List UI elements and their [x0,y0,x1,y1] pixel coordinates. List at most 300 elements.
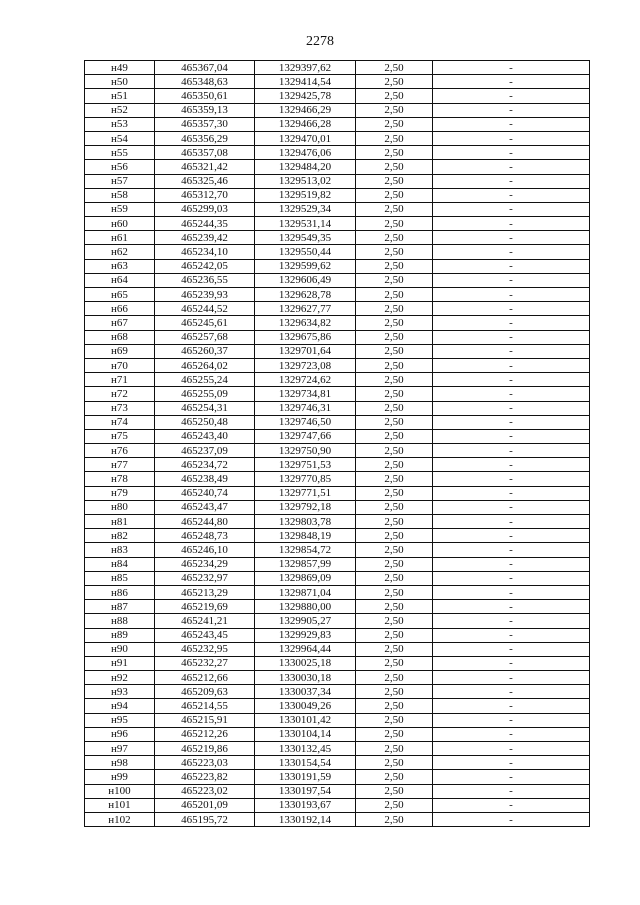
table-row [85,543,590,557]
x-coordinate-cell: 465215,91 [155,713,255,727]
accuracy-cell: 2,50 [356,302,433,316]
accuracy-cell: 2,50 [356,500,433,514]
note-cell: - [433,188,590,202]
note-cell: - [433,273,590,287]
note-cell: - [433,217,590,231]
x-coordinate-cell: 465214,55 [155,699,255,713]
accuracy-cell: 2,50 [356,131,433,145]
note-cell: - [433,529,590,543]
y-coordinate-cell: 1329751,53 [255,458,356,472]
table-row [85,288,590,302]
accuracy-cell: 2,50 [356,543,433,557]
accuracy-cell: 2,50 [356,61,433,75]
y-coordinate-cell: 1330049,26 [255,699,356,713]
table-row [85,628,590,642]
table-row [85,415,590,429]
table-row [85,245,590,259]
accuracy-cell: 2,50 [356,770,433,784]
table-row [85,117,590,131]
note-cell: - [433,160,590,174]
y-coordinate-cell: 1329519,82 [255,188,356,202]
table-row [85,330,590,344]
y-coordinate-cell: 1329723,08 [255,358,356,372]
point-id-cell: н73 [85,401,155,415]
point-id-cell: н79 [85,486,155,500]
x-coordinate-cell: 465209,63 [155,685,255,699]
table-row [85,103,590,117]
table-row [85,600,590,614]
note-cell: - [433,75,590,89]
note-cell: - [433,727,590,741]
point-id-cell: н54 [85,131,155,145]
accuracy-cell: 2,50 [356,429,433,443]
table-row [85,373,590,387]
point-id-cell: н78 [85,472,155,486]
note-cell: - [433,742,590,756]
note-cell: - [433,472,590,486]
note-cell: - [433,571,590,585]
point-id-cell: н69 [85,344,155,358]
note-cell: - [433,146,590,160]
table-row [85,614,590,628]
accuracy-cell: 2,50 [356,373,433,387]
point-id-cell: н88 [85,614,155,628]
y-coordinate-cell: 1329747,66 [255,429,356,443]
accuracy-cell: 2,50 [356,146,433,160]
y-coordinate-cell: 1329484,20 [255,160,356,174]
x-coordinate-cell: 465234,10 [155,245,255,259]
y-coordinate-cell: 1330030,18 [255,671,356,685]
accuracy-cell: 2,50 [356,415,433,429]
y-coordinate-cell: 1329905,27 [255,614,356,628]
point-id-cell: н55 [85,146,155,160]
accuracy-cell: 2,50 [356,245,433,259]
table-row [85,231,590,245]
note-cell: - [433,614,590,628]
table-row [85,699,590,713]
table-row [85,812,590,826]
y-coordinate-cell: 1329466,28 [255,117,356,131]
note-cell: - [433,245,590,259]
point-id-cell: н60 [85,217,155,231]
note-cell: - [433,231,590,245]
x-coordinate-cell: 465299,03 [155,202,255,216]
note-cell: - [433,302,590,316]
note-cell: - [433,259,590,273]
note-cell: - [433,444,590,458]
accuracy-cell: 2,50 [356,472,433,486]
point-id-cell: н74 [85,415,155,429]
x-coordinate-cell: 465239,42 [155,231,255,245]
point-id-cell: н53 [85,117,155,131]
note-cell: - [433,812,590,826]
note-cell: - [433,316,590,330]
note-cell: - [433,401,590,415]
y-coordinate-cell: 1329792,18 [255,500,356,514]
accuracy-cell: 2,50 [356,401,433,415]
x-coordinate-cell: 465248,73 [155,529,255,543]
note-cell: - [433,500,590,514]
point-id-cell: н85 [85,571,155,585]
accuracy-cell: 2,50 [356,656,433,670]
accuracy-cell: 2,50 [356,685,433,699]
coordinates-table [84,60,590,827]
note-cell: - [433,713,590,727]
table-row [85,458,590,472]
y-coordinate-cell: 1330192,14 [255,812,356,826]
x-coordinate-cell: 465321,42 [155,160,255,174]
note-cell: - [433,288,590,302]
point-id-cell: н50 [85,75,155,89]
table-row [85,146,590,160]
x-coordinate-cell: 465350,61 [155,89,255,103]
table-row [85,685,590,699]
y-coordinate-cell: 1330191,59 [255,770,356,784]
table-row [85,472,590,486]
accuracy-cell: 2,50 [356,671,433,685]
accuracy-cell: 2,50 [356,103,433,117]
point-id-cell: н102 [85,812,155,826]
page-number: 2278 [306,34,334,49]
y-coordinate-cell: 1330101,42 [255,713,356,727]
y-coordinate-cell: 1330193,67 [255,798,356,812]
point-id-cell: н56 [85,160,155,174]
accuracy-cell: 2,50 [356,358,433,372]
x-coordinate-cell: 465246,10 [155,543,255,557]
table-row [85,217,590,231]
accuracy-cell: 2,50 [356,174,433,188]
table-row [85,259,590,273]
note-cell: - [433,486,590,500]
y-coordinate-cell: 1330025,18 [255,656,356,670]
point-id-cell: н70 [85,358,155,372]
table-row [85,302,590,316]
y-coordinate-cell: 1329854,72 [255,543,356,557]
accuracy-cell: 2,50 [356,231,433,245]
x-coordinate-cell: 465223,03 [155,756,255,770]
note-cell: - [433,202,590,216]
table-row [85,500,590,514]
point-id-cell: н77 [85,458,155,472]
point-id-cell: н82 [85,529,155,543]
y-coordinate-cell: 1329425,78 [255,89,356,103]
y-coordinate-cell: 1329746,31 [255,401,356,415]
x-coordinate-cell: 465212,26 [155,727,255,741]
accuracy-cell: 2,50 [356,117,433,131]
table-row [85,742,590,756]
note-cell: - [433,458,590,472]
accuracy-cell: 2,50 [356,699,433,713]
accuracy-cell: 2,50 [356,288,433,302]
point-id-cell: н89 [85,628,155,642]
table-row [85,585,590,599]
x-coordinate-cell: 465201,09 [155,798,255,812]
accuracy-cell: 2,50 [356,628,433,642]
y-coordinate-cell: 1329634,82 [255,316,356,330]
point-id-cell: н96 [85,727,155,741]
x-coordinate-cell: 465255,24 [155,373,255,387]
table-row [85,358,590,372]
table-row [85,160,590,174]
y-coordinate-cell: 1329724,62 [255,373,356,387]
point-id-cell: н59 [85,202,155,216]
table-row [85,273,590,287]
x-coordinate-cell: 465254,31 [155,401,255,415]
table-row [85,202,590,216]
point-id-cell: н57 [85,174,155,188]
accuracy-cell: 2,50 [356,529,433,543]
y-coordinate-cell: 1329549,35 [255,231,356,245]
table-row [85,188,590,202]
accuracy-cell: 2,50 [356,188,433,202]
point-id-cell: н52 [85,103,155,117]
x-coordinate-cell: 465240,74 [155,486,255,500]
accuracy-cell: 2,50 [356,444,433,458]
y-coordinate-cell: 1329770,85 [255,472,356,486]
note-cell: - [433,642,590,656]
y-coordinate-cell: 1329599,62 [255,259,356,273]
table-row [85,756,590,770]
table-row [85,727,590,741]
table-row [85,429,590,443]
y-coordinate-cell: 1329746,50 [255,415,356,429]
point-id-cell: н80 [85,500,155,514]
accuracy-cell: 2,50 [356,486,433,500]
point-id-cell: н67 [85,316,155,330]
x-coordinate-cell: 465357,30 [155,117,255,131]
x-coordinate-cell: 465234,29 [155,557,255,571]
y-coordinate-cell: 1329869,09 [255,571,356,585]
note-cell: - [433,429,590,443]
accuracy-cell: 2,50 [356,458,433,472]
x-coordinate-cell: 465232,97 [155,571,255,585]
table-row [85,444,590,458]
table-row [85,61,590,75]
table-row [85,798,590,812]
y-coordinate-cell: 1329513,02 [255,174,356,188]
x-coordinate-cell: 465219,69 [155,600,255,614]
point-id-cell: н71 [85,373,155,387]
note-cell: - [433,117,590,131]
accuracy-cell: 2,50 [356,642,433,656]
note-cell: - [433,344,590,358]
accuracy-cell: 2,50 [356,557,433,571]
point-id-cell: н49 [85,61,155,75]
point-id-cell: н81 [85,515,155,529]
table-row [85,656,590,670]
table-row [85,671,590,685]
table-row [85,387,590,401]
accuracy-cell: 2,50 [356,344,433,358]
y-coordinate-cell: 1329550,44 [255,245,356,259]
point-id-cell: н94 [85,699,155,713]
x-coordinate-cell: 465255,09 [155,387,255,401]
accuracy-cell: 2,50 [356,727,433,741]
note-cell: - [433,557,590,571]
y-coordinate-cell: 1329848,19 [255,529,356,543]
table-row [85,529,590,543]
note-cell: - [433,784,590,798]
accuracy-cell: 2,50 [356,571,433,585]
x-coordinate-cell: 465236,55 [155,273,255,287]
x-coordinate-cell: 465359,13 [155,103,255,117]
note-cell: - [433,685,590,699]
y-coordinate-cell: 1329470,01 [255,131,356,145]
point-id-cell: н100 [85,784,155,798]
x-coordinate-cell: 465348,63 [155,75,255,89]
accuracy-cell: 2,50 [356,75,433,89]
point-id-cell: н64 [85,273,155,287]
x-coordinate-cell: 465356,29 [155,131,255,145]
point-id-cell: н84 [85,557,155,571]
x-coordinate-cell: 465257,68 [155,330,255,344]
accuracy-cell: 2,50 [356,600,433,614]
point-id-cell: н83 [85,543,155,557]
point-id-cell: н68 [85,330,155,344]
table-row [85,344,590,358]
y-coordinate-cell: 1329929,83 [255,628,356,642]
y-coordinate-cell: 1330197,54 [255,784,356,798]
accuracy-cell: 2,50 [356,515,433,529]
y-coordinate-cell: 1329628,78 [255,288,356,302]
x-coordinate-cell: 465250,48 [155,415,255,429]
table-row [85,557,590,571]
accuracy-cell: 2,50 [356,316,433,330]
note-cell: - [433,770,590,784]
y-coordinate-cell: 1329734,81 [255,387,356,401]
table-row [85,75,590,89]
x-coordinate-cell: 465244,52 [155,302,255,316]
point-id-cell: н97 [85,742,155,756]
x-coordinate-cell: 465367,04 [155,61,255,75]
accuracy-cell: 2,50 [356,217,433,231]
note-cell: - [433,515,590,529]
point-id-cell: н86 [85,585,155,599]
note-cell: - [433,671,590,685]
note-cell: - [433,358,590,372]
point-id-cell: н95 [85,713,155,727]
note-cell: - [433,103,590,117]
accuracy-cell: 2,50 [356,202,433,216]
y-coordinate-cell: 1329964,44 [255,642,356,656]
point-id-cell: н99 [85,770,155,784]
point-id-cell: н51 [85,89,155,103]
table-row [85,316,590,330]
point-id-cell: н90 [85,642,155,656]
note-cell: - [433,798,590,812]
table-row [85,571,590,585]
x-coordinate-cell: 465238,49 [155,472,255,486]
x-coordinate-cell: 465239,93 [155,288,255,302]
point-id-cell: н66 [85,302,155,316]
accuracy-cell: 2,50 [356,812,433,826]
x-coordinate-cell: 465260,37 [155,344,255,358]
table-row [85,784,590,798]
accuracy-cell: 2,50 [356,742,433,756]
x-coordinate-cell: 465357,08 [155,146,255,160]
y-coordinate-cell: 1329529,34 [255,202,356,216]
note-cell: - [433,61,590,75]
table-row [85,713,590,727]
point-id-cell: н58 [85,188,155,202]
note-cell: - [433,174,590,188]
point-id-cell: н92 [85,671,155,685]
table-row [85,515,590,529]
x-coordinate-cell: 465234,72 [155,458,255,472]
accuracy-cell: 2,50 [356,330,433,344]
note-cell: - [433,330,590,344]
accuracy-cell: 2,50 [356,614,433,628]
accuracy-cell: 2,50 [356,713,433,727]
y-coordinate-cell: 1329675,86 [255,330,356,344]
table-row [85,486,590,500]
accuracy-cell: 2,50 [356,387,433,401]
y-coordinate-cell: 1329397,62 [255,61,356,75]
table-row [85,770,590,784]
x-coordinate-cell: 465244,35 [155,217,255,231]
y-coordinate-cell: 1330104,14 [255,727,356,741]
y-coordinate-cell: 1329771,51 [255,486,356,500]
y-coordinate-cell: 1329803,78 [255,515,356,529]
point-id-cell: н87 [85,600,155,614]
point-id-cell: н98 [85,756,155,770]
y-coordinate-cell: 1329606,49 [255,273,356,287]
note-cell: - [433,543,590,557]
point-id-cell: н72 [85,387,155,401]
accuracy-cell: 2,50 [356,89,433,103]
note-cell: - [433,131,590,145]
coordinates-table-body [85,61,590,827]
x-coordinate-cell: 465237,09 [155,444,255,458]
table-row [85,174,590,188]
y-coordinate-cell: 1329880,00 [255,600,356,614]
point-id-cell: н62 [85,245,155,259]
note-cell: - [433,756,590,770]
note-cell: - [433,628,590,642]
table-row [85,89,590,103]
point-id-cell: н63 [85,259,155,273]
x-coordinate-cell: 465232,27 [155,656,255,670]
point-id-cell: н65 [85,288,155,302]
x-coordinate-cell: 465325,46 [155,174,255,188]
note-cell: - [433,415,590,429]
y-coordinate-cell: 1329531,14 [255,217,356,231]
x-coordinate-cell: 465243,45 [155,628,255,642]
x-coordinate-cell: 465242,05 [155,259,255,273]
y-coordinate-cell: 1330132,45 [255,742,356,756]
note-cell: - [433,585,590,599]
x-coordinate-cell: 465241,21 [155,614,255,628]
point-id-cell: н76 [85,444,155,458]
point-id-cell: н93 [85,685,155,699]
note-cell: - [433,600,590,614]
y-coordinate-cell: 1329857,99 [255,557,356,571]
accuracy-cell: 2,50 [356,798,433,812]
point-id-cell: н101 [85,798,155,812]
x-coordinate-cell: 465212,66 [155,671,255,685]
accuracy-cell: 2,50 [356,160,433,174]
x-coordinate-cell: 465243,40 [155,429,255,443]
note-cell: - [433,373,590,387]
note-cell: - [433,387,590,401]
x-coordinate-cell: 465195,72 [155,812,255,826]
accuracy-cell: 2,50 [356,273,433,287]
point-id-cell: н61 [85,231,155,245]
point-id-cell: н75 [85,429,155,443]
x-coordinate-cell: 465219,86 [155,742,255,756]
y-coordinate-cell: 1329476,06 [255,146,356,160]
x-coordinate-cell: 465223,82 [155,770,255,784]
